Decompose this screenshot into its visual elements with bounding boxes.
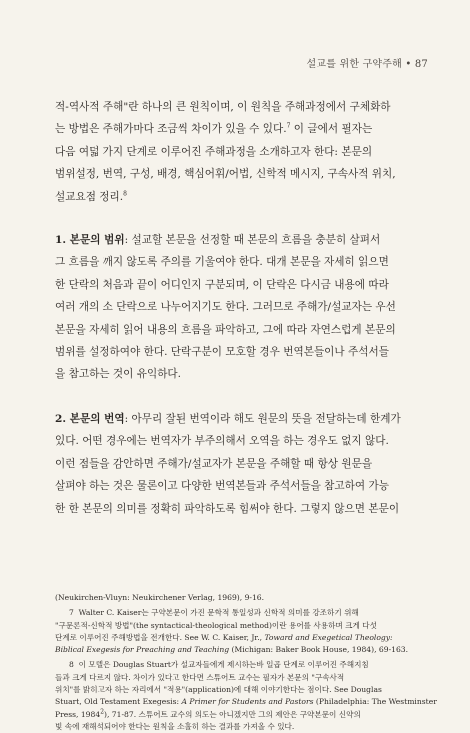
text-line: 1. 본문의 범위: 설교할 본문을 선정할 때 본문의 흐름을 충분히 살펴서: [55, 234, 381, 246]
footnote-line: 빛 속에 재해석되어야 한다는 원칙을 소홀히 하는 결과를 가져올 수 있다.: [55, 721, 295, 731]
footnote-line: Stuart, Old Testament Exegesis: A Primer for Students and Pastors (Philadelphia: The Westminster: [55, 697, 437, 707]
text-line: 여러 개의 소 단락으로 나누어지기도 한다. 그러므로 주해가/설교자는 우선: [55, 301, 396, 314]
text-line: 그 흐름을 깨지 않도록 주의를 기울여야 한다. 대개 본문을 자세히 읽으면: [55, 256, 389, 269]
text-line: 한 한 본문의 의미를 정확히 파악하도록 힘써야 한다. 그렇지 않으면 본문이: [55, 502, 400, 515]
footnote-line: 들과 크게 다르지 않다. 차이가 있다고 한다면 스튜어트 교수는 필자가 본문의 "구속사적: [55, 672, 345, 682]
text-line: 한 단락의 처음과 끝이 어디인지 구분되며, 이 단락은 다시금 내용에 따라: [55, 278, 389, 291]
text-line: 있다. 어떤 경우에는 번역자가 부주의해서 오역을 하는 경우도 없지 않다.: [55, 435, 389, 448]
footnote-continuation: (Neukirchen-Vluyn: Neukirchener Verlag, 1969), 9-16.: [55, 593, 265, 602]
footnote-line: 위치"를 밝히고자 하는 자리에서 "적용"(application)에 대해 이야기한다는 점이다. See Douglas: [55, 685, 382, 695]
text-line: 을 참고하는 것이 유익하다.: [55, 368, 182, 381]
text-line: 2. 본문의 번역: 아무리 잘된 번역이라 해도 원문의 뜻을 전달하는데 한계가: [55, 413, 401, 425]
footnote-line: Biblical Exegesis for Preaching and Teaching (Michigan: Baker Book House, 1984), 69-163.: [55, 645, 409, 655]
footnote-line: 단계로 이루어진 주해방법을 전개한다. See W. C. Kaiser, Jr., Toward and Exegetical Theology:: [55, 632, 393, 642]
footnote-line: "구문론적-신학적 방법"(the syntactical-theological method)이란 용어를 사용하며 크게 다섯: [55, 620, 377, 630]
text-line: 이런 점들을 감안하면 주해가/설교자가 본문을 주해할 때 항상 원문을: [55, 457, 373, 470]
text-line: 범위를 설정하여야 한다. 단락구분이 모호할 경우 번역본들이나 주석서들: [55, 345, 389, 358]
text-line: 는 방법은 주해가마다 조금씩 차이가 있을 수 있다.$^7$ 이 글에서 필자는: [55, 122, 373, 136]
footnote-7: 7 Walter C. Kaiser는 구약본문이 가진 문학적 통일성과 신학적 의미를 강조하기 위해: [69, 608, 359, 618]
text-line: 다음 여덟 가지 단계로 이루어진 주해과정을 소개하고자 한다: 본문의: [55, 145, 373, 158]
footnote-8: 8 이 모델은 Douglas Stuart가 설교자들에게 제시하는바 일곱 단계로 이루어진 주해지침: [69, 660, 369, 670]
section-heading: 2. 본문의 번역: [55, 413, 125, 425]
footnotes: [55, 592, 437, 733]
text-line: 적-역사적 주해"란 하나의 큰 원칙이며, 이 원칙을 주해과정에서 구체화하: [55, 101, 391, 113]
section-heading: 1. 본문의 범위: [55, 234, 125, 246]
running-header: 설교를 위한 구약주해 • 87: [306, 59, 428, 70]
paragraph-translation: [55, 408, 413, 520]
text-line: 살펴야 하는 것은 물론이고 다양한 번역본들과 주석서들을 참고하여 가능: [55, 480, 389, 493]
text-line: 범위설정, 번역, 구성, 배경, 핵심어휘/어법, 신학적 메시지, 구속사적 위치,: [55, 168, 396, 181]
footnote-line: Press, 1984$^2$), 71-87. 스튜어트 교수의 의도는 아니겠지만 그의 제안은 구약본문이 신약의: [55, 708, 361, 719]
footnote-ref-7[interactable]: 7: [286, 122, 291, 130]
footnote-ref-8[interactable]: 8: [123, 190, 127, 198]
text-line: 설교요점 정리.$^8$: [55, 190, 127, 203]
paragraph-text-range: [55, 229, 413, 386]
paragraph-intro: [55, 96, 413, 208]
text-line: 본문을 자세히 읽어 내용의 흐름을 파악하고, 그에 따라 자연스럽게 본문의: [55, 323, 396, 336]
